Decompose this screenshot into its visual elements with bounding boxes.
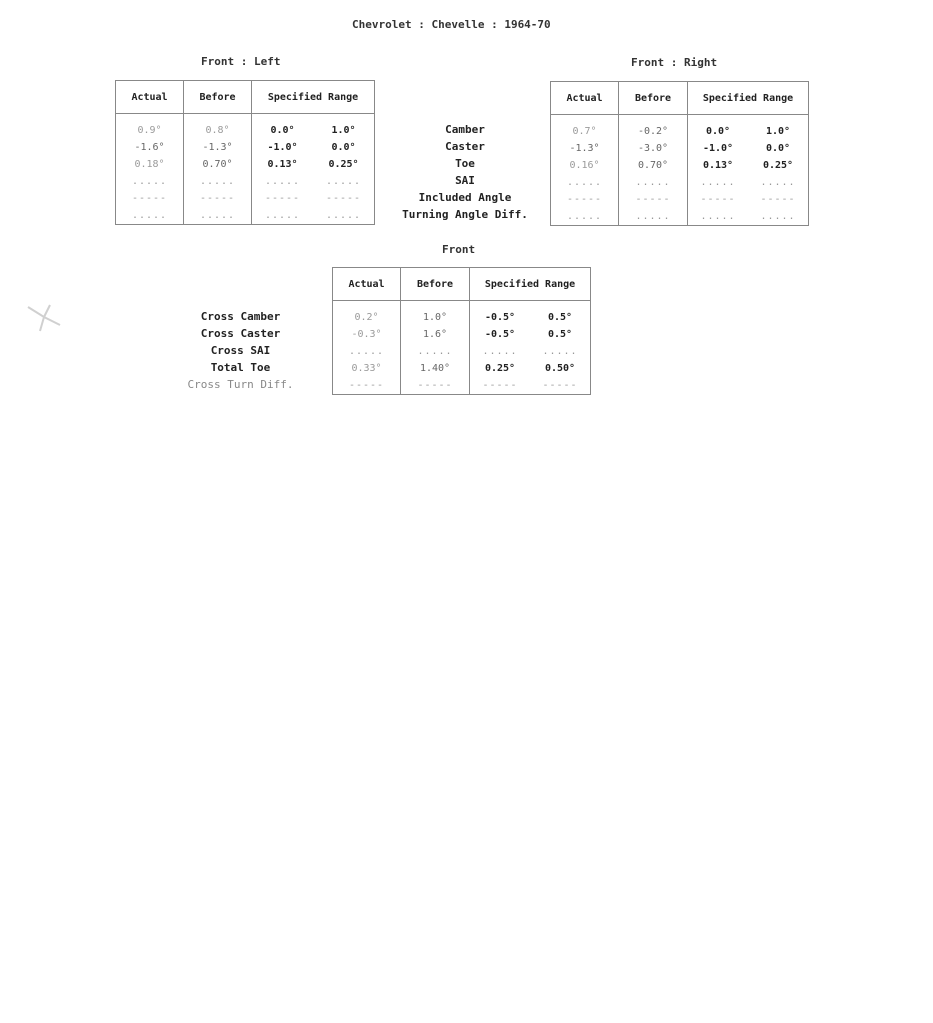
cell-spec-min: ----- xyxy=(264,193,301,204)
cell-spec-min: ..... xyxy=(264,176,301,187)
cell-before: 0.70° xyxy=(619,157,688,174)
cell-actual: ----- xyxy=(116,190,184,207)
cell-actual: 0.16° xyxy=(551,157,619,174)
cell-before: 0.70° xyxy=(184,156,252,173)
front-caption: Front xyxy=(442,243,476,256)
row-label-total-toe: Total Toe xyxy=(210,361,271,374)
cell-spec-max: 0.5° xyxy=(547,329,573,340)
table-row xyxy=(333,343,591,360)
row-label-cross-turn-diff: Cross Turn Diff. xyxy=(187,378,294,391)
cell-spec-min: ----- xyxy=(482,380,518,391)
table-row xyxy=(116,173,375,190)
cell-actual: 0.33° xyxy=(333,360,401,377)
row-label-sai: SAI xyxy=(455,174,475,187)
row-label-toe: Toe xyxy=(455,157,475,170)
table-row xyxy=(551,191,809,208)
row-label-cross-sai: Cross SAI xyxy=(210,344,271,357)
cell-spec-min: 0.13° xyxy=(267,159,298,170)
cell-spec-min: -1.0° xyxy=(267,142,298,153)
cell-before: 0.8° xyxy=(184,114,252,140)
cell-spec-max: 0.25° xyxy=(762,160,794,171)
header-before: Before xyxy=(184,81,252,114)
table-row xyxy=(333,326,591,343)
cell-spec-min: 0.25° xyxy=(484,363,516,374)
cell-before: ..... xyxy=(401,343,470,360)
cell-before: ..... xyxy=(619,208,688,226)
cell-actual: 0.18° xyxy=(116,156,184,173)
row-label-included-angle: Included Angle xyxy=(418,191,512,204)
cell-spec-min: -0.5° xyxy=(484,312,516,323)
cell-spec-min: 0.13° xyxy=(702,160,734,171)
cell-actual: ----- xyxy=(551,191,619,208)
cell-spec-max: ----- xyxy=(325,193,362,204)
cell-spec-max: ----- xyxy=(542,380,578,391)
cell-before: ..... xyxy=(619,174,688,191)
row-label-cross-caster: Cross Caster xyxy=(200,327,281,340)
table-row xyxy=(551,140,809,157)
header-before: Before xyxy=(619,82,688,115)
cell-before: ----- xyxy=(401,377,470,395)
header-actual: Actual xyxy=(333,268,401,301)
cell-before: 1.40° xyxy=(401,360,470,377)
cell-spec-max: 0.5° xyxy=(547,312,573,323)
cell-spec-min: ..... xyxy=(700,211,736,222)
cell-spec-min: ----- xyxy=(700,194,736,205)
cell-spec-min: -1.0° xyxy=(702,143,734,154)
header-specified-range: Specified Range xyxy=(470,268,591,301)
cell-before: ..... xyxy=(184,207,252,225)
table-row xyxy=(333,360,591,377)
cell-spec-max: ..... xyxy=(760,177,796,188)
table-row xyxy=(551,208,809,226)
cell-spec-max: ..... xyxy=(325,210,362,221)
header-specified-range: Specified Range xyxy=(688,82,809,115)
cell-spec-min: ..... xyxy=(482,346,518,357)
front-left-table xyxy=(115,80,375,225)
front-row-labels xyxy=(178,308,303,393)
table-row xyxy=(116,114,375,140)
cell-actual: 0.9° xyxy=(116,114,184,140)
header-actual: Actual xyxy=(116,81,184,114)
cell-spec-max: ..... xyxy=(542,346,578,357)
cell-spec-max: 1.0° xyxy=(765,126,791,137)
cell-spec-max: 0.0° xyxy=(331,142,356,153)
header-specified-range: Specified Range xyxy=(252,81,375,114)
front-right-table xyxy=(550,81,809,226)
cell-spec-max: 0.25° xyxy=(328,159,359,170)
table-row xyxy=(333,301,591,327)
cell-spec-min: ..... xyxy=(264,210,301,221)
header-before: Before xyxy=(401,268,470,301)
cell-spec-min: 0.0° xyxy=(270,125,295,136)
front-right-caption: Front : Right xyxy=(631,56,718,69)
scan-speckle-mark xyxy=(20,295,70,340)
cell-before: -3.0° xyxy=(619,140,688,157)
table-row xyxy=(551,157,809,174)
cell-actual: ..... xyxy=(551,208,619,226)
cell-actual: 0.2° xyxy=(333,301,401,327)
cell-before: -1.3° xyxy=(184,139,252,156)
cell-before: ..... xyxy=(184,173,252,190)
cell-spec-max: ..... xyxy=(760,211,796,222)
cell-actual: ----- xyxy=(333,377,401,395)
cell-before: -0.2° xyxy=(619,115,688,141)
cell-actual: ..... xyxy=(116,207,184,225)
cell-before: ----- xyxy=(184,190,252,207)
cell-actual: -0.3° xyxy=(333,326,401,343)
row-label-turning-angle-diff: Turning Angle Diff. xyxy=(402,208,528,221)
cell-before: 1.0° xyxy=(401,301,470,327)
header-actual: Actual xyxy=(551,82,619,115)
cell-actual: 0.7° xyxy=(551,115,619,141)
table-row xyxy=(116,207,375,225)
table-row xyxy=(551,174,809,191)
row-label-camber: Camber xyxy=(445,123,485,136)
table-row xyxy=(116,156,375,173)
table-row xyxy=(116,139,375,156)
cell-spec-max: 0.0° xyxy=(765,143,791,154)
page-title: Chevrolet : Chevelle : 1964-70 xyxy=(352,18,551,31)
front-left-caption: Front : Left xyxy=(201,55,281,68)
cell-actual: ..... xyxy=(551,174,619,191)
cell-actual: -1.6° xyxy=(116,139,184,156)
table-row xyxy=(333,377,591,395)
cell-before: 1.6° xyxy=(401,326,470,343)
cell-actual: ..... xyxy=(333,343,401,360)
table-row xyxy=(551,115,809,141)
cell-spec-min: -0.5° xyxy=(484,329,516,340)
cell-spec-max: ..... xyxy=(325,176,362,187)
cell-spec-min: 0.0° xyxy=(705,126,731,137)
center-row-labels xyxy=(390,121,540,223)
table-row xyxy=(116,190,375,207)
cell-spec-min: ..... xyxy=(700,177,736,188)
cell-spec-max: ----- xyxy=(760,194,796,205)
cell-actual: -1.3° xyxy=(551,140,619,157)
front-table xyxy=(332,267,591,395)
cell-actual: ..... xyxy=(116,173,184,190)
cell-before: ----- xyxy=(619,191,688,208)
row-label-cross-camber: Cross Camber xyxy=(200,310,281,323)
cell-spec-max: 0.50° xyxy=(544,363,576,374)
cell-spec-max: 1.0° xyxy=(331,125,356,136)
row-label-caster: Caster xyxy=(445,140,485,153)
